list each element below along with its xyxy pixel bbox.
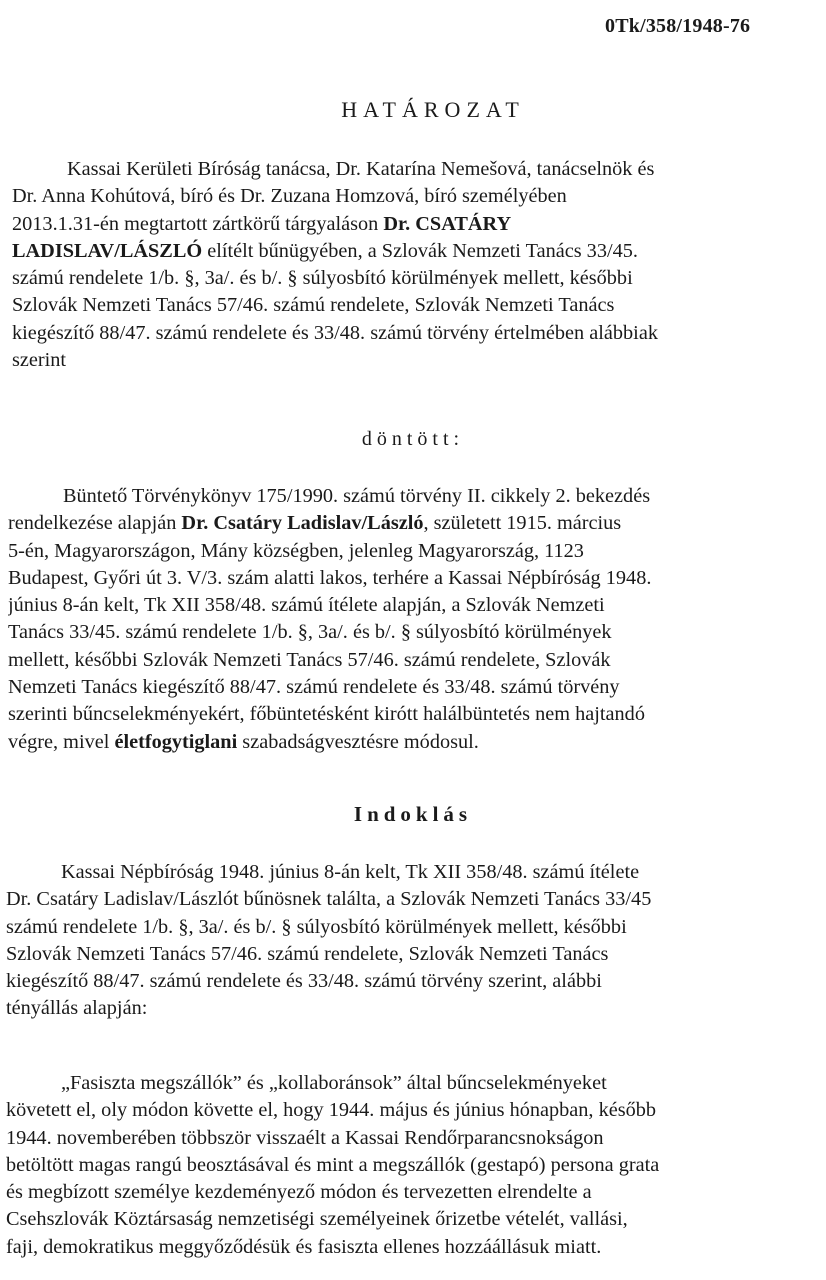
text-line: Dr. Anna Kohútová, bíró és Dr. Zuzana Homzová, bíró személyében	[12, 185, 567, 208]
text-line: 2013.1.31-én megtartott zártkörű tárgyaláson Dr. CSATÁRY	[12, 212, 512, 235]
text-line: mellett, későbbi Szlovák Nemzeti Tanács 57/46. számú rendelete, Szlovák	[8, 648, 611, 671]
text-line: szerinti bűncselekményekért, főbüntetésként kirótt halálbüntetés nem hajtandó	[8, 703, 645, 726]
text-line: számú rendelete 1/b. §, 3a/. és b/. § súlyosbító körülmények mellett, későbbi	[12, 267, 633, 290]
text-line: Csehszlovák Köztársaság nemzetiségi személyeinek őrizetbe vételét, vallási,	[6, 1208, 628, 1231]
text-line: Kassai Népbíróság 1948. június 8-án kelt, Tk XII 358/48. számú ítélete	[61, 861, 640, 883]
text-line: Büntető Törvénykönyv 175/1990. számú törvény II. cikkely 2. bekezdés	[63, 485, 651, 507]
text-line: Tanács 33/45. számú rendelete 1/b. §, 3a/. és b/. § súlyosbító körülmények	[8, 621, 612, 644]
defendant-name-bold: Dr. Csatáry Ladislav/László	[181, 512, 424, 535]
case-reference-number: 0Tk/358/1948-76	[605, 15, 751, 37]
text-line: kiegészítő 88/47. számú rendelete és 33/48. számú törvény értelmében alábbiak	[12, 321, 658, 344]
text-line: 5-én, Magyarországon, Mány községben, jelenleg Magyarország, 1123	[8, 539, 584, 562]
text-line: Nemzeti Tanács kiegészítő 88/47. számú rendelete és 33/48. számú törvény	[8, 676, 620, 699]
defendant-name-bold: LADISLAV/LÁSZLÓ	[12, 239, 203, 262]
text-line: tényállás alapján:	[6, 997, 148, 1020]
text-line: faji, demokratikus meggyőződésük és fasiszta ellenes hozzáállásuk miatt.	[6, 1235, 602, 1258]
text-line: Szlovák Nemzeti Tanács 57/46. számú rendelete, Szlovák Nemzeti Tanács	[12, 294, 615, 317]
reasoning-paragraph	[6, 859, 814, 1023]
text-line: LADISLAV/LÁSZLÓ elítélt bűnügyében, a Szlovák Nemzeti Tanács 33/45.	[12, 239, 638, 262]
text-line: Szlovák Nemzeti Tanács 57/46. számú rendelete, Szlovák Nemzeti Tanács	[6, 942, 609, 965]
section-heading-reasoning: Indoklás	[353, 802, 473, 826]
text-line: „Fasiszta megszállók” és „kollaboránsok” által bűncselekményeket	[61, 1072, 607, 1094]
facts-paragraph	[6, 1070, 814, 1261]
text-line: szerint	[12, 349, 67, 372]
text-line: június 8-án kelt, Tk XII 358/48. számú ítélete alapján, a Szlovák Nemzeti	[8, 594, 605, 617]
text-line: 1944. novemberében többször visszaélt a Kassai Rendőrparancsnokságon	[6, 1126, 604, 1149]
text-line: Kassai Kerületi Bíróság tanácsa, Dr. Katarína Nemešová, tanácselnök és	[67, 158, 655, 180]
text-line: kiegészítő 88/47. számú rendelete és 33/48. számú törvény szerint, alábbi	[6, 970, 602, 993]
defendant-name-bold: Dr. CSATÁRY	[383, 212, 512, 235]
decision-paragraph	[8, 483, 816, 756]
document-title: HATÁROZAT	[341, 97, 525, 122]
text-line: számú rendelete 1/b. §, 3a/. és b/. § súlyosbító körülmények mellett, későbbi	[6, 915, 627, 938]
text-line: végre, mivel életfogytiglani szabadságvesztésre módosul.	[8, 730, 479, 753]
text-line: rendelkezése alapján Dr. Csatáry Ladislav/László, született 1915. március	[8, 512, 622, 535]
text-line: követett el, oly módon követte el, hogy 1944. május és június hónapban, később	[6, 1099, 657, 1122]
text-line: Dr. Csatáry Ladislav/Lászlót bűnösnek találta, a Szlovák Nemzeti Tanács 33/45	[6, 888, 652, 911]
section-heading-decided: döntött:	[361, 428, 465, 450]
introduction-paragraph	[12, 156, 820, 374]
text-line: Budapest, Győri út 3. V/3. szám alatti lakos, terhére a Kassai Népbíróság 1948.	[8, 566, 652, 589]
sentence-bold: életfogytiglani	[114, 730, 238, 753]
text-line: betöltött magas rangú beosztásával és mint a megszállók (gestapó) persona grata	[6, 1153, 660, 1176]
text-line: és megbízott személye kezdeményező módon és tervezetten elrendelte a	[6, 1181, 592, 1204]
